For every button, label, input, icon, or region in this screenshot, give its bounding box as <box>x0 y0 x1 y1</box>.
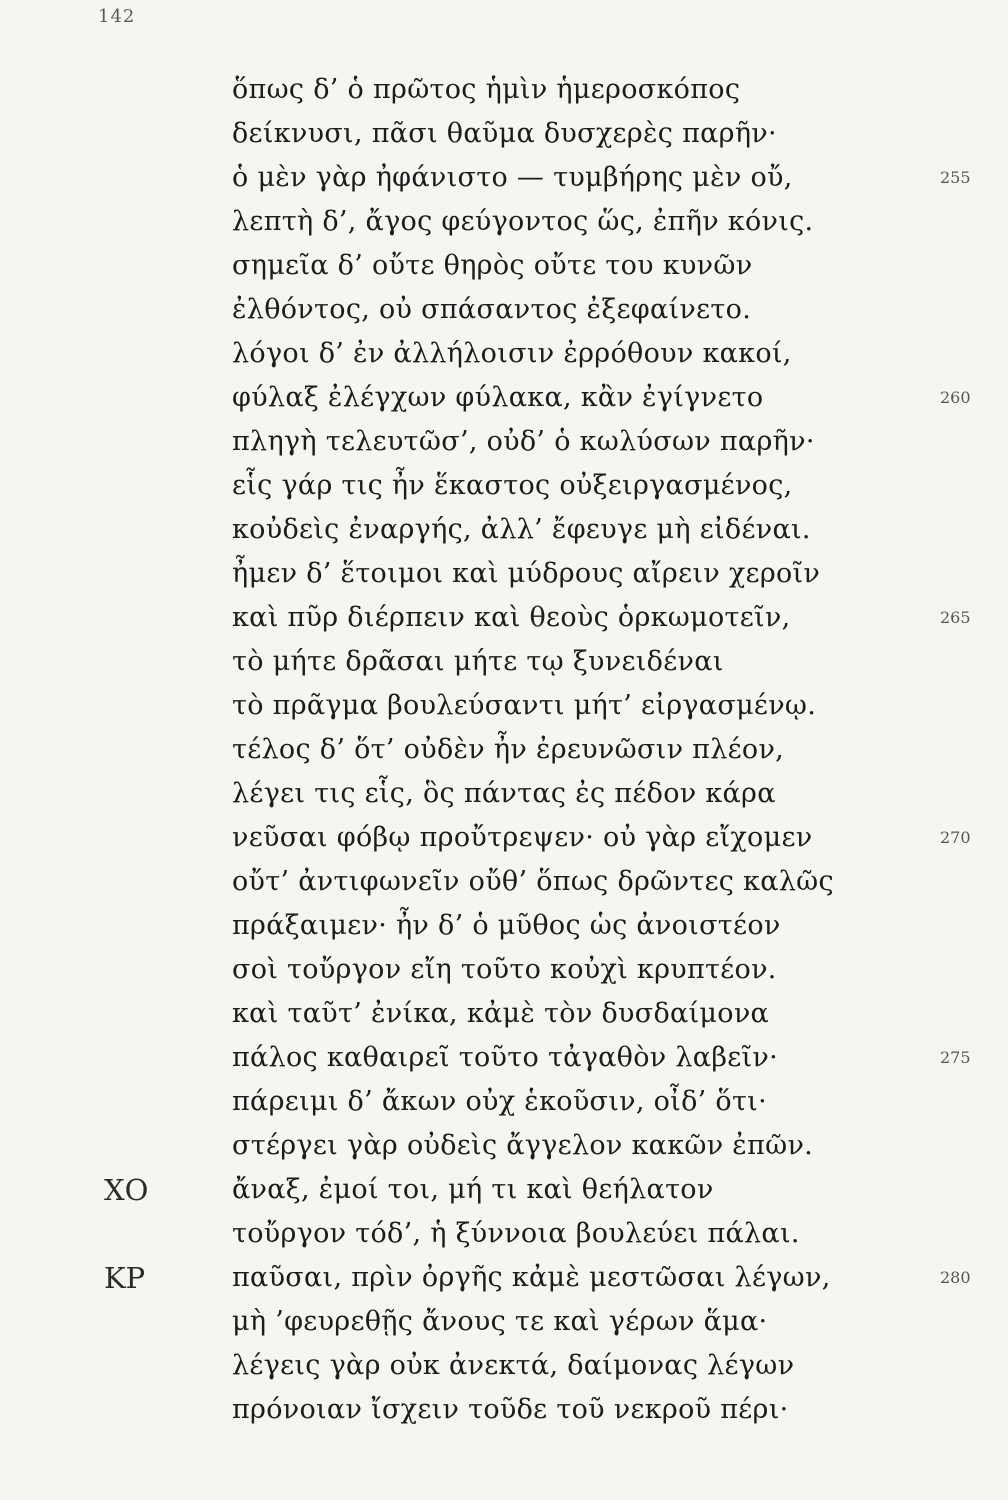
verse-line <box>0 684 1008 728</box>
verse-line <box>0 816 1008 860</box>
verse-text: ὁ μὲν γὰρ ἠφάνιστο — τυμβήρης μὲν οὔ, <box>232 162 793 193</box>
verse-line <box>0 1036 1008 1080</box>
verse-line <box>0 728 1008 772</box>
verse-line <box>0 288 1008 332</box>
speaker-label: ΧΟ <box>104 1173 149 1207</box>
verse-text: φύλαξ ἐλέγχων φύλακα, κἂν ἐγίγνετο <box>232 382 764 413</box>
verse-line <box>0 1080 1008 1124</box>
verse-text: τοὔργον τόδ’, ἡ ξύννοια βουλεύει πάλαι. <box>232 1218 800 1249</box>
verse-text: τὸ μήτε δρᾶσαι μήτε τῳ ξυνειδέναι <box>232 646 724 677</box>
verse-line <box>0 772 1008 816</box>
verse-text: τέλος δ’ ὅτ’ οὐδὲν ἦν ἐρευνῶσιν πλέον, <box>232 734 785 765</box>
verse-line <box>0 332 1008 376</box>
verse-line <box>0 376 1008 420</box>
verse-text: δείκνυσι, πᾶσι θαῦμα δυσχερὲς παρῆν· <box>232 118 777 149</box>
page-number: 142 <box>98 6 136 27</box>
verse-line <box>0 1256 1008 1300</box>
verse-line <box>0 1388 1008 1432</box>
verse-text: καὶ πῦρ διέρπειν καὶ θεοὺς ὁρκωμοτεῖν, <box>232 602 791 633</box>
verse-text: λεπτὴ δ’, ἄγος φεύγοντος ὥς, ἐπῆν κόνις. <box>232 206 814 237</box>
verse-line <box>0 200 1008 244</box>
verse-text: πάρειμι δ’ ἄκων οὐχ ἑκοῦσιν, οἶδ’ ὅτι· <box>232 1086 767 1117</box>
verse-line <box>0 112 1008 156</box>
verse-text: οὔτ’ ἀντιφωνεῖν οὔθ’ ὅπως δρῶντες καλῶς <box>232 866 834 897</box>
verse-text: πρόνοιαν ἴσχειν τοῦδε τοῦ νεκροῦ πέρι· <box>232 1394 789 1425</box>
verse-text: πληγὴ τελευτῶσ’, οὐδ’ ὁ κωλύσων παρῆν· <box>232 426 815 457</box>
verse-text: λέγει τις εἷς, ὃς πάντας ἐς πέδον κάρα <box>232 778 776 809</box>
verse-line <box>0 1344 1008 1388</box>
line-number: 260 <box>940 388 971 407</box>
verse-line <box>0 992 1008 1036</box>
verse-text: λέγεις γὰρ οὐκ ἀνεκτά, δαίμονας λέγων <box>232 1350 795 1381</box>
line-number: 265 <box>940 608 971 627</box>
verse-text: νεῦσαι φόβῳ προὔτρεψεν· οὐ γὰρ εἴχομεν <box>232 822 813 853</box>
verse-text: λόγοι δ’ ἐν ἀλλήλοισιν ἐρρόθουν κακοί, <box>232 338 792 369</box>
verse-line <box>0 508 1008 552</box>
verse-line <box>0 244 1008 288</box>
verse-text: στέργει γὰρ οὐδεὶς ἄγγελον κακῶν ἐπῶν. <box>232 1130 814 1161</box>
verse-text: ἄναξ, ἐμοί τοι, μή τι καὶ θεήλατον <box>232 1174 714 1205</box>
verse-line <box>0 1300 1008 1344</box>
verse-line <box>0 904 1008 948</box>
verse-line <box>0 420 1008 464</box>
line-number: 270 <box>940 828 971 847</box>
verse-line <box>0 68 1008 112</box>
line-number: 275 <box>940 1048 971 1067</box>
verse-text: σοὶ τοὔργον εἴη τοῦτο κοὐχὶ κρυπτέον. <box>232 954 777 985</box>
verse-line <box>0 1124 1008 1168</box>
verse-line <box>0 596 1008 640</box>
verse-text: παῦσαι, πρὶν ὀργῆς κἀμὲ μεστῶσαι λέγων, <box>232 1262 831 1293</box>
verse-text: πάλος καθαιρεῖ τοῦτο τἀγαθὸν λαβεῖν· <box>232 1042 779 1073</box>
verse-text: πράξαιμεν· ἦν δ’ ὁ μῦθος ὡς ἀνοιστέον <box>232 910 781 941</box>
verse-line <box>0 640 1008 684</box>
verse-text: κοὐδεὶς ἐναργής, ἀλλ’ ἔφευγε μὴ εἰδέναι. <box>232 514 811 545</box>
verse-text: ἐλθόντος, οὐ σπάσαντος ἐξεφαίνετο. <box>232 294 752 325</box>
verse-text: εἷς γάρ τις ἦν ἕκαστος οὐξειργασμένος, <box>232 470 793 501</box>
verse-line <box>0 1168 1008 1212</box>
verse-text: καὶ ταῦτ’ ἐνίκα, κἀμὲ τὸν δυσδαίμονα <box>232 998 770 1029</box>
verse-text: ἦμεν δ’ ἕτοιμοι καὶ μύδρους αἴρειν χεροῖν <box>232 558 821 589</box>
verse-text: ὅπως δ’ ὁ πρῶτος ἡμὶν ἡμεροσκόπος <box>232 74 741 105</box>
verse-line <box>0 948 1008 992</box>
verse-text: σημεῖα δ’ οὔτε θηρὸς οὔτε του κυνῶν <box>232 250 753 281</box>
verse-line <box>0 552 1008 596</box>
line-number: 255 <box>940 168 971 187</box>
verse-line <box>0 1212 1008 1256</box>
verse-text: μὴ ’φευρεθῇς ἄνους τε καὶ γέρων ἅμα· <box>232 1306 768 1337</box>
verse-line <box>0 156 1008 200</box>
speaker-label: ΚΡ <box>104 1261 146 1295</box>
verse-line <box>0 860 1008 904</box>
verse-line <box>0 464 1008 508</box>
verse-text: τὸ πρᾶγμα βουλεύσαντι μήτ’ εἰργασμένῳ. <box>232 690 817 721</box>
line-number: 280 <box>940 1268 971 1287</box>
